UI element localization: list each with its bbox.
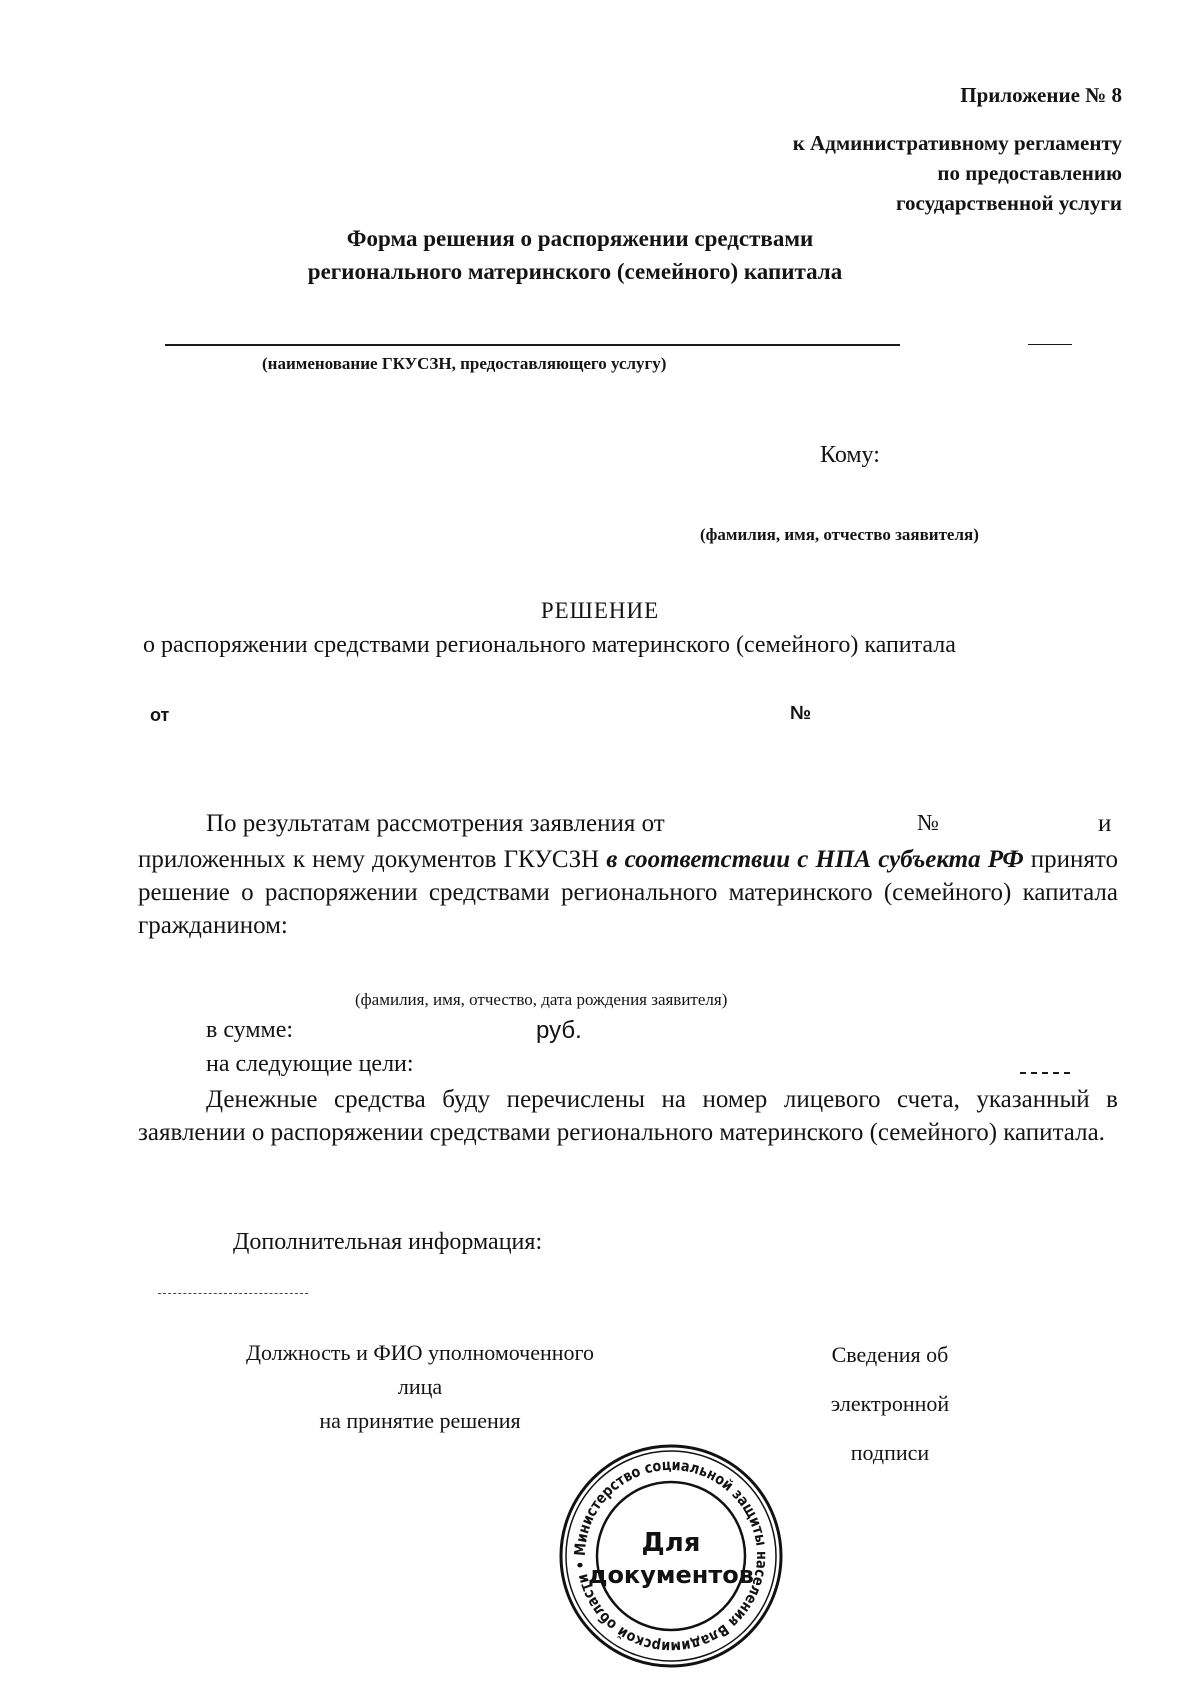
decision-number-label: № [790, 703, 812, 724]
sum-label: в сумме: [206, 1017, 294, 1043]
stamp-center-line-2: документов [588, 1561, 754, 1589]
additional-info-label: Дополнительная информация: [233, 1229, 543, 1255]
e-signature-line-2: электронной [830, 1391, 950, 1416]
signatory-line-3: на принятие решения [319, 1408, 521, 1433]
org-name-caption: (наименование ГКУСЗН, предоставляющего услугу) [262, 354, 667, 373]
form-title-line-2: регионального материнского (семейного) капитала [307, 259, 843, 284]
decision-subheading: о распоряжении средствами регионального материнского (семейного) капитала [143, 632, 956, 658]
decision-date-label: от [150, 705, 170, 725]
e-signature-line-1: Сведения об [831, 1342, 949, 1367]
to-label: Кому: [820, 442, 880, 468]
regulation-line-2: по предоставлению [937, 161, 1122, 185]
signatory-line-2: лица [397, 1374, 443, 1399]
signatory-line-1: Должность и ФИО уполномоченного [245, 1340, 595, 1365]
currency-label: руб. [536, 1017, 582, 1044]
org-name-line [165, 344, 900, 346]
para1-legal-basis: в соответствии с НПА субъекта РФ [606, 846, 1024, 873]
additional-info-line [158, 1293, 308, 1294]
org-name-line-tail [1028, 344, 1072, 345]
signatory-block [205, 1336, 635, 1438]
para1-start: По результатам рассмотрения заявления от [206, 810, 665, 837]
appendix-number: Приложение № 8 [960, 83, 1122, 107]
stamp-center-line-1: Для [641, 1528, 701, 1558]
purpose-label: на следующие цели: [206, 1051, 414, 1077]
form-title-line-1: Форма решения о распоряжении средствами [346, 226, 814, 251]
decision-heading: РЕШЕНИЕ [540, 598, 660, 623]
para1-number-sign: № [917, 810, 939, 835]
regulation-line-1: к Административному регламенту [792, 131, 1122, 155]
para2: Денежные средства буду перечислены на номер лицевого счета, указанный в заявлении о распоряжении средствами регионального материнского (семейного) капитала. [138, 1086, 1118, 1146]
official-stamp [558, 1443, 784, 1669]
citizen-caption: (фамилия, имя, отчество, дата рождения заявителя) [355, 990, 728, 1009]
e-signature-block [790, 1330, 990, 1477]
applicant-name-caption: (фамилия, имя, отчество заявителя) [700, 525, 979, 544]
stamp-ring-text: Министерство социальной защиты населения Владимирской области • [570, 1455, 772, 1657]
regulation-line-3: государственной услуги [896, 191, 1122, 215]
purpose-line-tail [1020, 1072, 1070, 1074]
e-signature-line-3: подписи [850, 1440, 930, 1465]
para1-docs-text: приложенных к нему документов ГКУСЗН [138, 846, 600, 873]
para1-body [138, 843, 1118, 942]
para1-decision-text: принято решение о распоряжении средствами регионального материнского (семейного) капитала гражданином: [138, 846, 1118, 939]
para1-and: и [1098, 810, 1112, 837]
